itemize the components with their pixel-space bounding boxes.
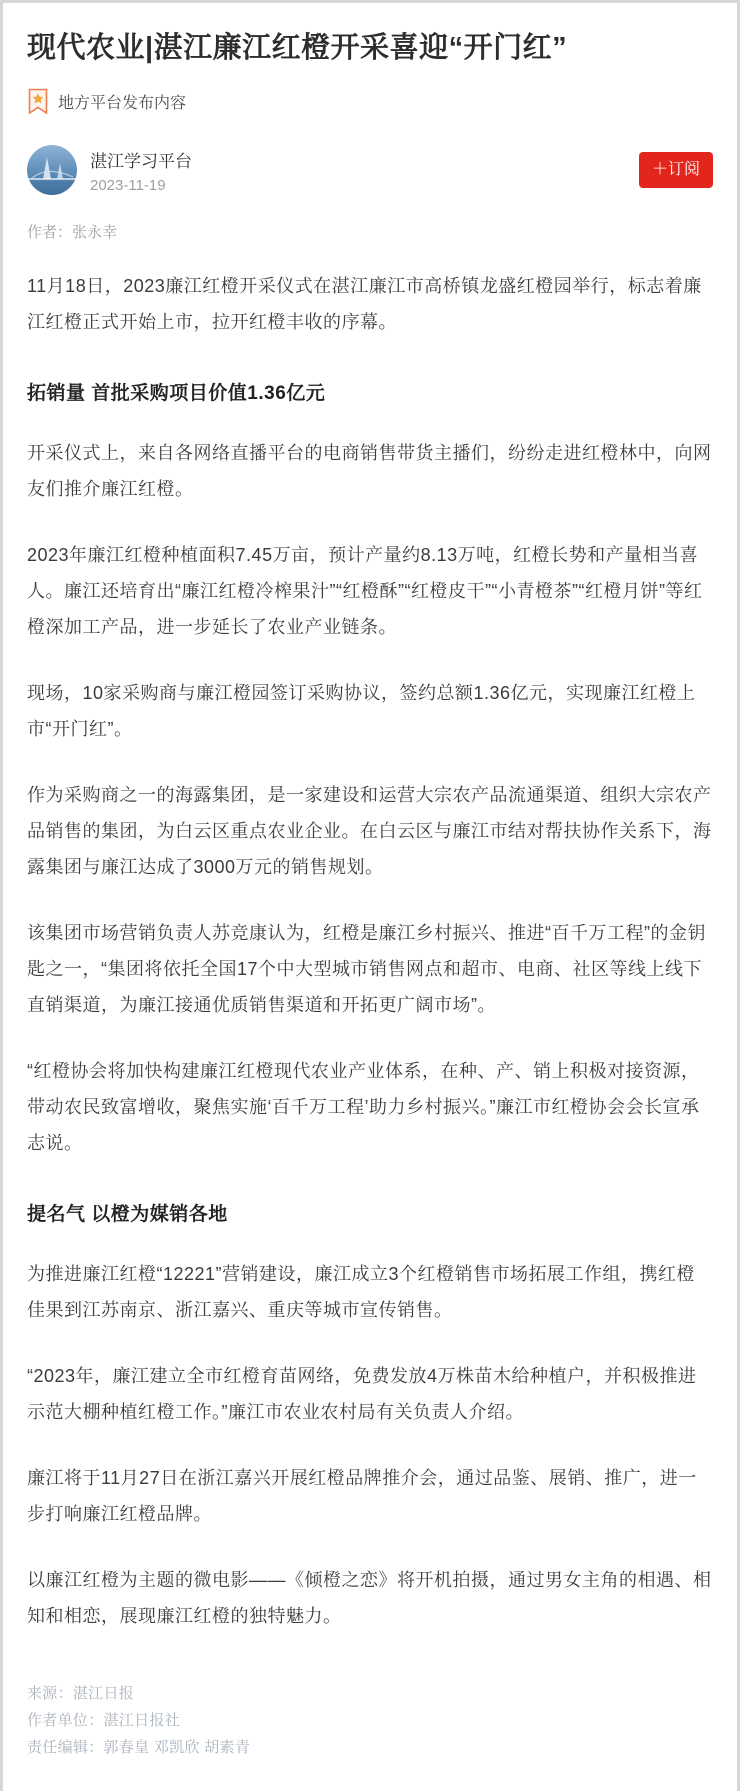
article-paragraph: 该集团市场营销负责人苏竞康认为，红橙是廉江乡村振兴、推进“百千万工程”的金钥匙之一，“集团将依托全国17个中大型城市销售网点和超市、电商、社区等线上线下直销渠道，为廉江接通优质销售渠道和开拓更广阔市场”。	[27, 923, 706, 1016]
article-paragraph: 以廉江红橙为主题的微电影——《倾橙之恋》将开机拍摄，通过男女主角的相遇、相知和相恋，展现廉江红橙的独特魅力。	[27, 1570, 712, 1627]
publisher-row	[27, 145, 713, 195]
footer-meta-line: 来源：湛江日报	[27, 1685, 135, 1703]
footer-meta-line: 责任编辑：郭春皇 邓凯欣 胡素青	[27, 1739, 251, 1757]
article-footer	[27, 1680, 713, 1761]
publisher-name[interactable]: 湛江学习平台	[90, 151, 192, 171]
article-paragraph: 开采仪式上，来自各网络直播平台的电商销售带货主播们，纷纷走进红橙林中，向网友们推介廉江红橙。	[27, 443, 712, 500]
badge-label: 地方平台发布内容	[58, 95, 187, 113]
article-paragraph: 廉江将于11月27日在浙江嘉兴开展红橙品牌推介会，通过品鉴、展销、推广，进一步打响廉江红橙品牌。	[27, 1468, 697, 1525]
footer-meta-line: 作者单位：湛江日报社	[27, 1712, 181, 1730]
publisher-info	[90, 147, 192, 194]
article-paragraph: “红橙协会将加快构建廉江红橙现代农业产业体系，在种、产、销上积极对接资源，带动农民致富增收，聚焦实施‘百千万工程’助力乡村振兴。”廉江市红橙协会会长宣承志说。	[27, 1061, 700, 1154]
author-byline: 作者：张永幸	[27, 224, 118, 242]
section-heading: 提名气 以橙为媒销各地	[27, 1204, 228, 1226]
article-paragraph: “2023年，廉江建立全市红橙育苗网络，免费发放4万株苗木给种植户，并积极推进示范大棚种植红橙工作。”廉江市农业农村局有关负责人介绍。	[27, 1366, 697, 1423]
article-paragraph: 现场，10家采购商与廉江橙园签订采购协议，签约总额1.36亿元，实现廉江红橙上市“开门红”。	[27, 683, 696, 740]
section-heading: 拓销量 首批采购项目价值1.36亿元	[27, 383, 326, 405]
publisher-avatar[interactable]	[27, 145, 77, 195]
page-title: 现代农业|湛江廉江红橙开采喜迎“开门红”	[27, 32, 568, 64]
article-paragraph: 2023年廉江红橙种植面积7.45万亩，预计产量约8.13万吨，红橙长势和产量相当喜人。廉江还培育出“廉江红橙冷榨果汁”“红橙酥”“红橙皮干”“小青橙茶”“红橙月饼”等红橙深加工产品，进一步延长了农业产业链条。	[27, 545, 703, 638]
article-body	[27, 268, 713, 1634]
article-page	[3, 3, 737, 1791]
platform-badge	[27, 88, 713, 115]
publish-date: 2023-11-19	[90, 176, 166, 194]
subscribe-button[interactable]: ＋订阅	[639, 152, 713, 188]
article-paragraph: 作为采购商之一的海露集团，是一家建设和运营大宗农产品流通渠道、组织大宗农产品销售的集团，为白云区重点农业企业。在白云区与廉江市结对帮扶协作关系下，海露集团与廉江达成了3000万元的销售规划。	[27, 785, 712, 878]
ribbon-star-icon	[27, 88, 49, 115]
article-paragraph: 为推进廉江红橙“12221”营销建设，廉江成立3个红橙销售市场拓展工作组，携红橙佳果到江苏南京、浙江嘉兴、重庆等城市宣传销售。	[27, 1264, 696, 1321]
article-paragraph: 11月18日，2023廉江红橙开采仪式在湛江廉江市高桥镇龙盛红橙园举行，标志着廉江红橙正式开始上市，拉开红橙丰收的序幕。	[27, 276, 702, 333]
